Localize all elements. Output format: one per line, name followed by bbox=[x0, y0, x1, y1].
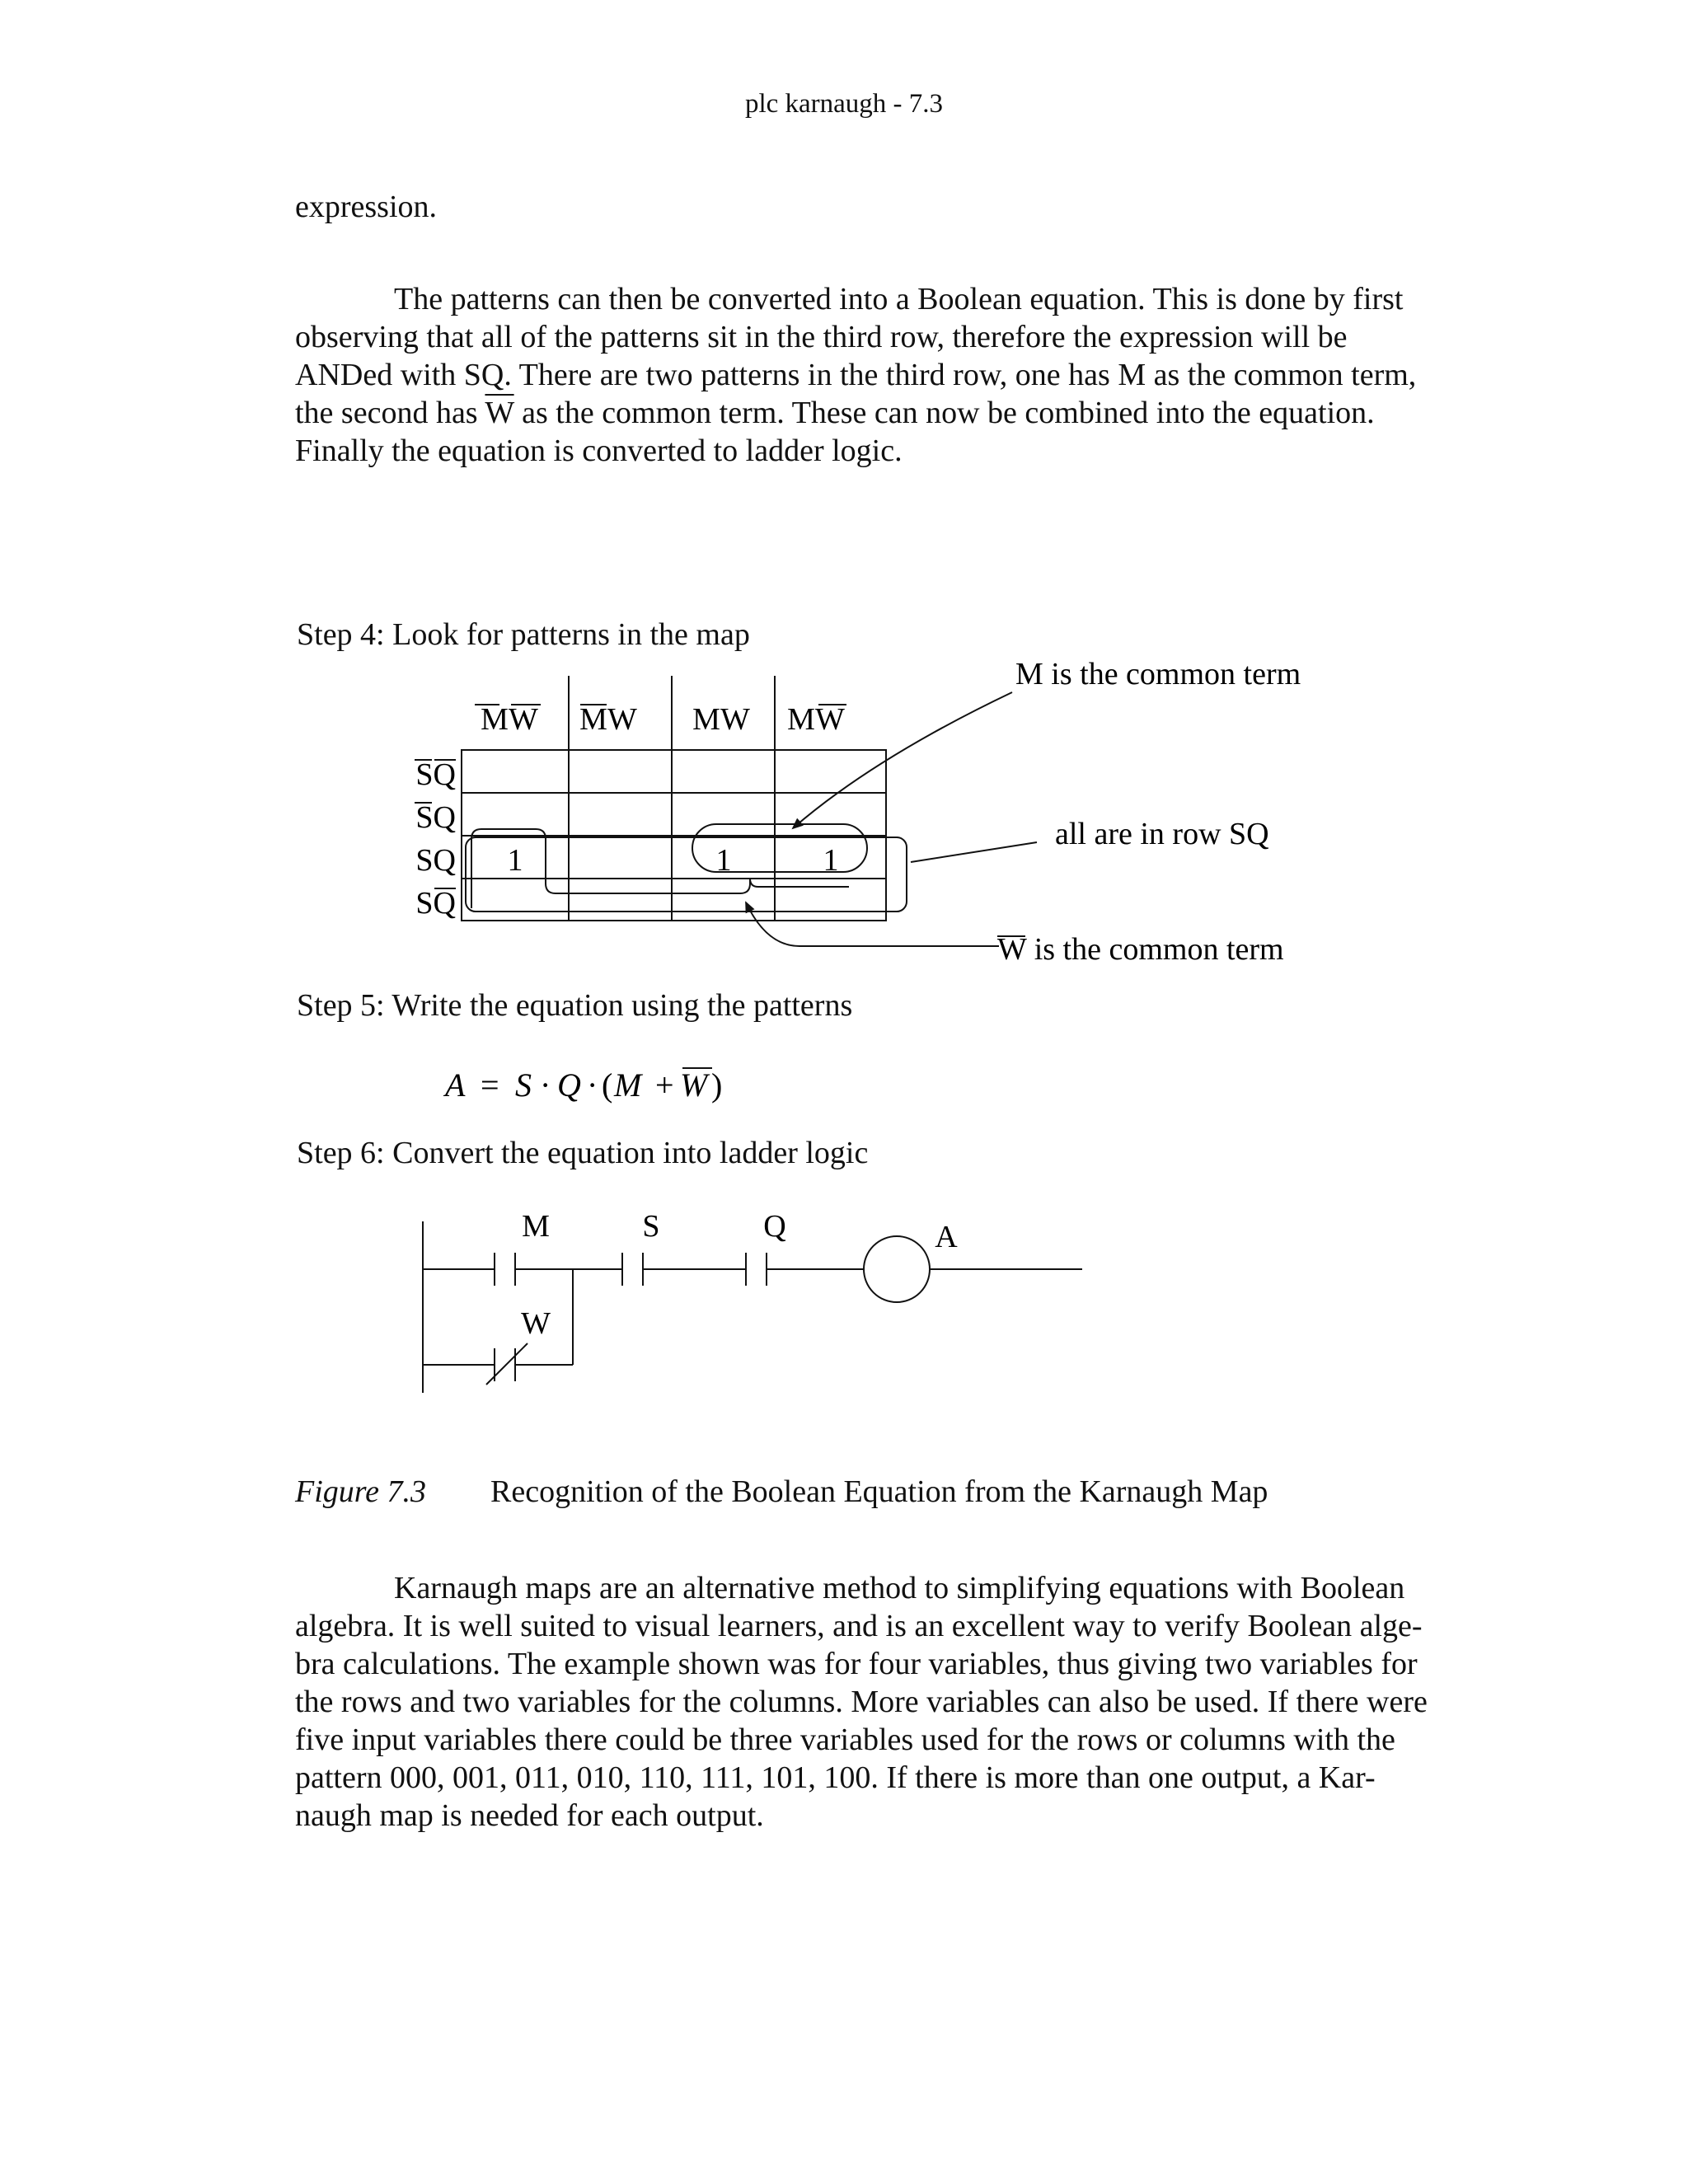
step6-label: Step 6: Convert the equation into ladder logic bbox=[297, 1136, 869, 1170]
ladder-label-w: W bbox=[521, 1306, 551, 1341]
row-header-sbar-q: SQ bbox=[415, 800, 456, 835]
svg-text:(: ( bbox=[602, 1066, 613, 1104]
pattern-loops bbox=[466, 824, 907, 912]
svg-text:S: S bbox=[515, 1066, 532, 1104]
svg-text:): ) bbox=[711, 1066, 723, 1104]
para1-line: the second has $\overline{W}$ as the common term. These can now be combined into the equation. bbox=[295, 396, 1375, 430]
svg-text:+: + bbox=[655, 1066, 674, 1104]
para2-line: bra calculations. The example shown was for four variables, thus giving two variables for bbox=[295, 1647, 1418, 1681]
ladder-label-a: A bbox=[935, 1220, 958, 1254]
annotation-m-common: M is the common term bbox=[1015, 657, 1301, 691]
para1-line: Finally the equation is converted to ladder logic. bbox=[295, 434, 903, 468]
para2-line: algebra. It is well suited to visual learners, and is an excellent way to verify Boolean alge- bbox=[295, 1609, 1423, 1643]
boolean-equation bbox=[443, 1066, 722, 1104]
svg-text:A: A bbox=[445, 1066, 466, 1104]
para1-line: ANDed with SQ. There are two patterns in the third row, one has M as the common term, bbox=[295, 358, 1417, 392]
coil-a bbox=[864, 1236, 930, 1302]
row-header-s-qbar: SQ bbox=[415, 886, 456, 921]
annotation-w-common: W is the common term bbox=[997, 932, 1284, 967]
kmap-cell: 1 bbox=[715, 843, 732, 878]
arrow-w-common bbox=[746, 902, 999, 946]
kmap-cell: 1 bbox=[823, 843, 839, 878]
para1-line: observing that all of the patterns sit in the third row, therefore the expression will be bbox=[295, 320, 1348, 354]
svg-text:=: = bbox=[481, 1066, 499, 1104]
line-row-sq bbox=[911, 842, 1037, 862]
figure-caption bbox=[295, 1474, 1268, 1510]
row-header-s-q: SQ bbox=[415, 843, 456, 878]
para2-line: pattern 000, 001, 011, 010, 110, 111, 101, 100. If there is more than one output, a Kar- bbox=[295, 1760, 1376, 1795]
row-header-sbar-qbar: SQ bbox=[415, 757, 456, 792]
svg-text:M: M bbox=[614, 1066, 642, 1104]
svg-text:W: W bbox=[680, 1066, 708, 1104]
annotation-row-sq: all are in row SQ bbox=[1055, 817, 1269, 851]
step5-label: Step 5: Write the equation using the patterns bbox=[297, 988, 853, 1023]
ladder-label-m: M bbox=[522, 1209, 550, 1244]
svg-text:·: · bbox=[587, 1066, 598, 1104]
col-header-mbar-w: MW bbox=[579, 702, 637, 737]
svg-text:Q: Q bbox=[557, 1066, 581, 1104]
kmap-cell: 1 bbox=[507, 843, 523, 878]
kmap-grid bbox=[462, 750, 886, 921]
svg-text:·: · bbox=[540, 1066, 551, 1104]
w-bar-var: $\overline{W}$ bbox=[485, 396, 514, 430]
para2-line: five input variables there could be three variables used for the rows or columns with the bbox=[295, 1722, 1395, 1757]
para2-line: Karnaugh maps are an alternative method to simplifying equations with Boolean bbox=[394, 1571, 1405, 1605]
ladder-label-q: Q bbox=[763, 1209, 786, 1244]
loop-row-sq bbox=[466, 837, 907, 912]
col-header-mbar-wbar: MW bbox=[481, 702, 538, 737]
para2-line: the rows and two variables for the columns. More variables can also be used. If there were bbox=[295, 1685, 1428, 1719]
paragraph-2 bbox=[295, 1569, 1465, 1835]
para1-line: The patterns can then be converted into a Boolean equation. This is done by first bbox=[394, 282, 1404, 316]
top-fragment: expression. bbox=[295, 190, 438, 224]
ladder-label-s: S bbox=[642, 1209, 660, 1244]
col-header-m-w: MW bbox=[692, 702, 750, 737]
figure-title: Recognition of the Boolean Equation from the Karnaugh Map bbox=[490, 1474, 1268, 1509]
para2-line: naugh map is needed for each output. bbox=[295, 1798, 764, 1833]
figure-label: Figure 7.3 bbox=[295, 1474, 427, 1509]
page-header: plc karnaugh - 7.3 bbox=[744, 89, 944, 119]
step4-label: Step 4: Look for patterns in the map bbox=[297, 617, 750, 652]
col-header-m-wbar: MW bbox=[787, 702, 845, 737]
